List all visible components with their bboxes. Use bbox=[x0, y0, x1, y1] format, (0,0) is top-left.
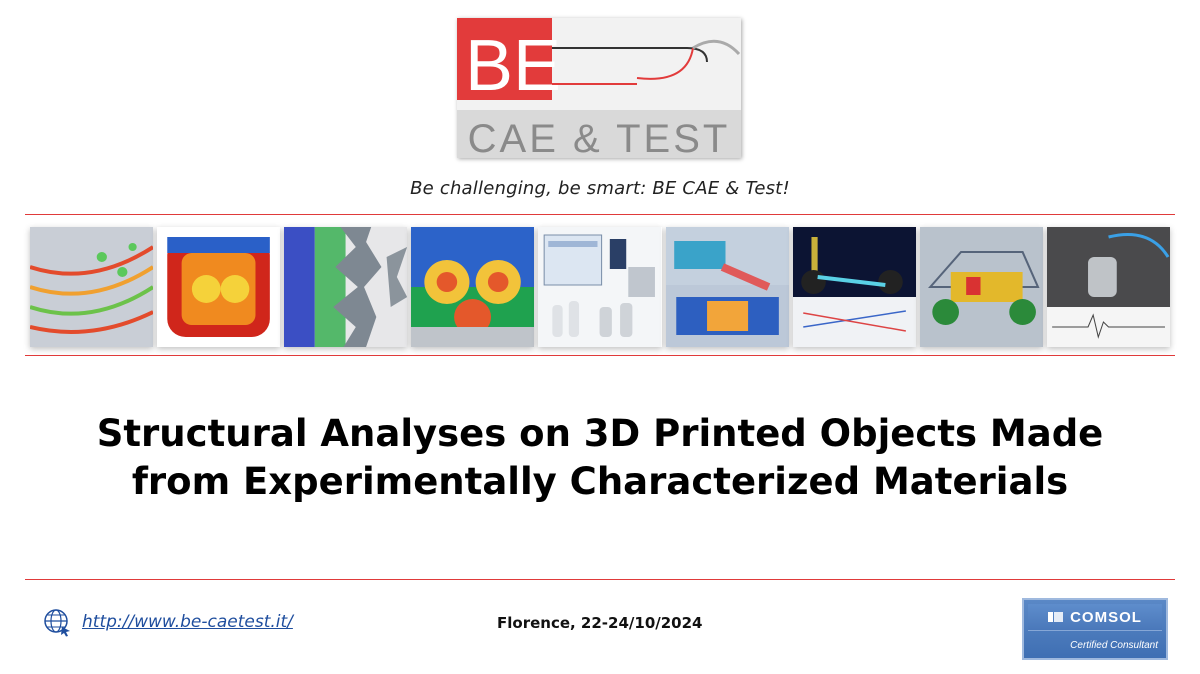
globe-icon bbox=[42, 607, 72, 637]
badge-brand: COMSOL bbox=[1070, 608, 1142, 626]
fem-pipe-image bbox=[666, 227, 789, 347]
materials-software-image bbox=[538, 227, 661, 347]
vehicle-chassis-image bbox=[920, 227, 1043, 347]
comsol-logo-icon bbox=[1048, 610, 1064, 624]
cfd-streamlines-image bbox=[30, 227, 153, 347]
strip-bottom-divider bbox=[25, 355, 1175, 356]
stress-gears-image bbox=[411, 227, 534, 347]
logo-graphic bbox=[457, 18, 741, 158]
suspension-test-image bbox=[793, 227, 916, 347]
tagline: Be challenging, be smart: BE CAE & Test! bbox=[410, 178, 790, 199]
footer-divider bbox=[25, 579, 1175, 580]
image-strip bbox=[30, 227, 1170, 347]
engine-sensor-image bbox=[1047, 227, 1170, 347]
presentation-title bbox=[0, 410, 1200, 506]
title-line-1: Structural Analyses on 3D Printed Objects Made bbox=[96, 412, 1104, 455]
website-link[interactable]: http://www.be-caetest.it/ bbox=[82, 612, 293, 632]
printed-spiky-part-image bbox=[284, 227, 407, 347]
logo-subtitle-text: CAE & TEST bbox=[467, 117, 731, 158]
title-line-2: from Experimentally Characterized Materials bbox=[131, 460, 1069, 503]
badge-label: Certified Consultant bbox=[1070, 640, 1158, 651]
top-divider bbox=[25, 214, 1175, 215]
company-logo bbox=[457, 18, 741, 158]
location-date: Florence, 22-24/10/2024 bbox=[497, 614, 703, 632]
thermal-enclosure-image bbox=[157, 227, 280, 347]
logo-brand-text: BE bbox=[465, 26, 562, 106]
comsol-certified-badge bbox=[1022, 598, 1168, 660]
